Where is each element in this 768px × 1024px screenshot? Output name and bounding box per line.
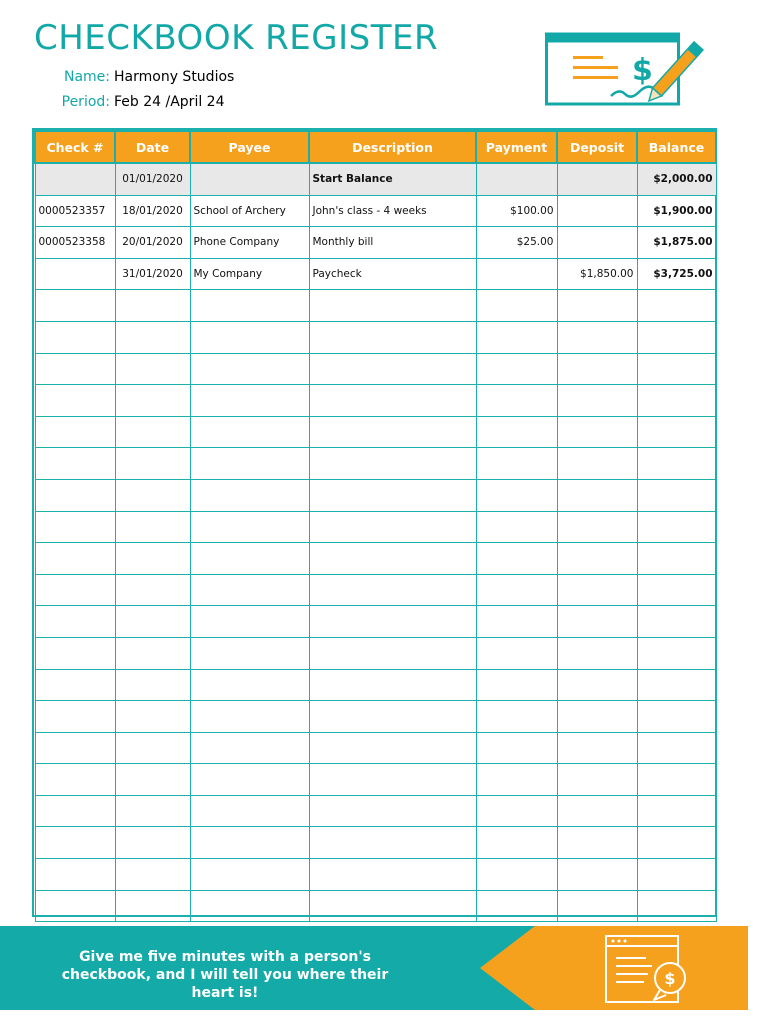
table-row-empty (35, 859, 716, 891)
cell-empty[interactable] (557, 574, 637, 606)
cell-empty[interactable] (190, 701, 309, 733)
cell-empty[interactable] (557, 764, 637, 796)
cell-balance[interactable]: $1,900.00 (637, 195, 716, 227)
footer-banner (0, 926, 768, 1010)
cell-empty[interactable] (309, 859, 476, 891)
cell-empty[interactable] (309, 385, 476, 417)
cell-empty[interactable] (476, 385, 557, 417)
cell-empty[interactable] (637, 448, 716, 480)
cell-empty[interactable] (557, 795, 637, 827)
cell-empty[interactable] (557, 732, 637, 764)
cell-empty[interactable] (190, 669, 309, 701)
cell-empty[interactable] (190, 732, 309, 764)
register-table-frame (32, 128, 717, 917)
table-row-empty (35, 353, 716, 385)
table-row-empty (35, 448, 716, 480)
cell-deposit[interactable]: $1,850.00 (557, 258, 637, 290)
cell-empty[interactable] (115, 669, 190, 701)
cell-empty[interactable] (476, 701, 557, 733)
column-header-deposit: Deposit (557, 131, 637, 163)
cell-empty[interactable] (476, 606, 557, 638)
cell-empty[interactable] (190, 448, 309, 480)
check-dollar-symbol: $ (632, 53, 653, 88)
cell-balance[interactable]: $2,000.00 (637, 163, 716, 195)
table-row-empty (35, 764, 716, 796)
cell-empty[interactable] (190, 764, 309, 796)
cell-empty[interactable] (557, 290, 637, 322)
cell-empty[interactable] (35, 764, 115, 796)
cell-empty[interactable] (35, 859, 115, 891)
cell-empty[interactable] (476, 795, 557, 827)
table-row-empty (35, 669, 716, 701)
table-row-start-balance (35, 163, 716, 195)
cell-empty[interactable] (637, 321, 716, 353)
cell-empty[interactable] (35, 827, 115, 859)
cell-empty[interactable] (637, 511, 716, 543)
cell-empty[interactable] (115, 543, 190, 575)
table-row (35, 227, 716, 259)
cell-empty[interactable] (309, 321, 476, 353)
cell-empty[interactable] (476, 543, 557, 575)
page-title: CHECKBOOK REGISTER (34, 18, 439, 58)
cell-empty[interactable] (476, 321, 557, 353)
cell-empty[interactable] (115, 290, 190, 322)
table-row-empty (35, 890, 716, 922)
table-row (35, 258, 716, 290)
cell-empty[interactable] (35, 511, 115, 543)
cell-check[interactable] (35, 258, 115, 290)
cell-empty[interactable] (115, 511, 190, 543)
cell-empty[interactable] (190, 827, 309, 859)
cell-balance[interactable]: $1,875.00 (637, 227, 716, 259)
cell-empty[interactable] (309, 353, 476, 385)
cell-empty[interactable] (35, 669, 115, 701)
cell-empty[interactable] (309, 637, 476, 669)
cell-empty[interactable] (557, 385, 637, 417)
cell-empty[interactable] (309, 479, 476, 511)
cell-empty[interactable] (35, 416, 115, 448)
table-row-empty (35, 416, 716, 448)
table-row-empty (35, 637, 716, 669)
cell-payment[interactable] (476, 163, 557, 195)
cell-description[interactable]: Start Balance (309, 163, 476, 195)
column-header-balance: Balance (637, 131, 716, 163)
cell-empty[interactable] (637, 859, 716, 891)
cell-empty[interactable] (35, 353, 115, 385)
column-header-check: Check # (35, 131, 115, 163)
cell-empty[interactable] (557, 543, 637, 575)
cell-empty[interactable] (637, 574, 716, 606)
cell-empty[interactable] (35, 732, 115, 764)
check-pencil-icon (545, 30, 725, 110)
cell-empty[interactable] (35, 795, 115, 827)
cell-empty[interactable] (115, 701, 190, 733)
cell-empty[interactable] (476, 574, 557, 606)
cell-description[interactable]: John's class - 4 weeks (309, 195, 476, 227)
cell-empty[interactable] (115, 353, 190, 385)
cell-empty[interactable] (476, 732, 557, 764)
cell-empty[interactable] (190, 290, 309, 322)
cell-empty[interactable] (476, 290, 557, 322)
cell-empty[interactable] (309, 511, 476, 543)
cell-empty[interactable] (637, 669, 716, 701)
cell-empty[interactable] (309, 416, 476, 448)
cell-payee[interactable]: Phone Company (190, 227, 309, 259)
cell-empty[interactable] (637, 385, 716, 417)
name-label: Name: (63, 69, 110, 85)
table-row (35, 195, 716, 227)
cell-empty[interactable] (309, 890, 476, 922)
cell-empty[interactable] (190, 890, 309, 922)
cell-empty[interactable] (557, 827, 637, 859)
cell-empty[interactable] (35, 290, 115, 322)
table-row-empty (35, 606, 716, 638)
cell-payee[interactable] (190, 163, 309, 195)
period-label: Period: (61, 94, 110, 110)
cell-empty[interactable] (115, 732, 190, 764)
cell-empty[interactable] (476, 764, 557, 796)
cell-empty[interactable] (476, 479, 557, 511)
cell-date[interactable]: 18/01/2020 (115, 195, 190, 227)
cell-empty[interactable] (637, 637, 716, 669)
period-row (56, 94, 224, 110)
cell-empty[interactable] (557, 479, 637, 511)
cell-empty[interactable] (637, 764, 716, 796)
cell-empty[interactable] (637, 890, 716, 922)
cell-empty[interactable] (476, 669, 557, 701)
cell-empty[interactable] (637, 606, 716, 638)
table-row-empty (35, 795, 716, 827)
cell-empty[interactable] (309, 543, 476, 575)
table-row-empty (35, 385, 716, 417)
cell-empty[interactable] (557, 890, 637, 922)
cell-empty[interactable] (637, 353, 716, 385)
cell-empty[interactable] (557, 701, 637, 733)
cell-empty[interactable] (637, 795, 716, 827)
cell-empty[interactable] (35, 606, 115, 638)
cell-empty[interactable] (309, 448, 476, 480)
cell-check[interactable]: 0000523358 (35, 227, 115, 259)
cell-empty[interactable] (190, 385, 309, 417)
cell-description[interactable]: Monthly bill (309, 227, 476, 259)
cell-empty[interactable] (35, 574, 115, 606)
cell-empty[interactable] (557, 416, 637, 448)
cell-empty[interactable] (309, 701, 476, 733)
cell-empty[interactable] (190, 353, 309, 385)
cell-date[interactable]: 01/01/2020 (115, 163, 190, 195)
cell-empty[interactable] (190, 637, 309, 669)
table-row-empty (35, 290, 716, 322)
cell-empty[interactable] (35, 321, 115, 353)
cell-empty[interactable] (190, 416, 309, 448)
column-header-payee: Payee (190, 131, 309, 163)
cell-empty[interactable] (115, 385, 190, 417)
table-row-empty (35, 701, 716, 733)
cell-empty[interactable] (35, 448, 115, 480)
cell-empty[interactable] (476, 890, 557, 922)
cell-empty[interactable] (115, 479, 190, 511)
cell-empty[interactable] (190, 859, 309, 891)
cell-empty[interactable] (557, 669, 637, 701)
cell-empty[interactable] (35, 637, 115, 669)
cell-date[interactable]: 31/01/2020 (115, 258, 190, 290)
column-header-date: Date (115, 131, 190, 163)
table-row-empty (35, 511, 716, 543)
cell-empty[interactable] (35, 479, 115, 511)
cell-empty[interactable] (476, 859, 557, 891)
cell-empty[interactable] (190, 606, 309, 638)
cell-empty[interactable] (637, 827, 716, 859)
table-header-row (35, 131, 716, 163)
table-row-empty (35, 321, 716, 353)
cell-empty[interactable] (190, 795, 309, 827)
cell-empty[interactable] (637, 479, 716, 511)
cell-payment[interactable]: $100.00 (476, 195, 557, 227)
footer-quote: Give me five minutes with a person's checkbook, and I will tell you where their heart is! (61, 949, 389, 1001)
cell-empty[interactable] (309, 669, 476, 701)
cell-empty[interactable] (557, 606, 637, 638)
cell-empty[interactable] (115, 321, 190, 353)
cell-empty[interactable] (557, 859, 637, 891)
cell-check[interactable] (35, 163, 115, 195)
cell-balance[interactable]: $3,725.00 (637, 258, 716, 290)
cell-empty[interactable] (557, 511, 637, 543)
cell-empty[interactable] (557, 637, 637, 669)
table-row-empty (35, 732, 716, 764)
cell-empty[interactable] (115, 795, 190, 827)
cell-deposit[interactable] (557, 163, 637, 195)
cell-check[interactable]: 0000523357 (35, 195, 115, 227)
column-header-description: Description (309, 131, 476, 163)
cell-empty[interactable] (476, 511, 557, 543)
cell-date[interactable]: 20/01/2020 (115, 227, 190, 259)
cell-empty[interactable] (115, 448, 190, 480)
cell-empty[interactable] (309, 827, 476, 859)
cell-empty[interactable] (309, 574, 476, 606)
cell-empty[interactable] (557, 353, 637, 385)
register-table (34, 130, 717, 922)
cell-description[interactable]: Paycheck (309, 258, 476, 290)
cell-empty[interactable] (476, 448, 557, 480)
cell-deposit[interactable] (557, 195, 637, 227)
cell-empty[interactable] (115, 890, 190, 922)
cell-empty[interactable] (637, 701, 716, 733)
cell-empty[interactable] (309, 606, 476, 638)
cell-empty[interactable] (115, 827, 190, 859)
cell-payment[interactable]: $25.00 (476, 227, 557, 259)
cell-empty[interactable] (309, 290, 476, 322)
name-row (56, 69, 234, 85)
cell-empty[interactable] (476, 353, 557, 385)
cell-empty[interactable] (637, 416, 716, 448)
table-row-empty (35, 543, 716, 575)
cell-empty[interactable] (476, 416, 557, 448)
cell-empty[interactable] (557, 321, 637, 353)
period-value: Feb 24 /April 24 (114, 94, 225, 110)
cell-empty[interactable] (115, 764, 190, 796)
table-row-empty (35, 479, 716, 511)
cell-empty[interactable] (115, 637, 190, 669)
cell-empty[interactable] (115, 574, 190, 606)
cell-payment[interactable] (476, 258, 557, 290)
receipt-dollar-symbol: $ (664, 969, 676, 988)
receipt-dollar-icon (604, 934, 694, 1006)
table-row-empty (35, 827, 716, 859)
cell-empty[interactable] (637, 543, 716, 575)
cell-empty[interactable] (115, 859, 190, 891)
cell-empty[interactable] (115, 606, 190, 638)
cell-empty[interactable] (35, 385, 115, 417)
cell-empty[interactable] (190, 479, 309, 511)
cell-empty[interactable] (35, 543, 115, 575)
cell-payee[interactable]: My Company (190, 258, 309, 290)
cell-empty[interactable] (637, 732, 716, 764)
column-header-payment: Payment (476, 131, 557, 163)
cell-empty[interactable] (476, 637, 557, 669)
cell-empty[interactable] (190, 574, 309, 606)
cell-empty[interactable] (309, 732, 476, 764)
cell-empty[interactable] (557, 448, 637, 480)
cell-empty[interactable] (35, 701, 115, 733)
cell-empty[interactable] (190, 511, 309, 543)
cell-empty[interactable] (115, 416, 190, 448)
cell-payee[interactable]: School of Archery (190, 195, 309, 227)
name-value: Harmony Studios (114, 69, 235, 85)
cell-empty[interactable] (476, 827, 557, 859)
table-row-empty (35, 574, 716, 606)
cell-empty[interactable] (190, 543, 309, 575)
cell-empty[interactable] (637, 290, 716, 322)
cell-empty[interactable] (309, 764, 476, 796)
cell-empty[interactable] (35, 890, 115, 922)
cell-empty[interactable] (190, 321, 309, 353)
cell-empty[interactable] (309, 795, 476, 827)
cell-deposit[interactable] (557, 227, 637, 259)
